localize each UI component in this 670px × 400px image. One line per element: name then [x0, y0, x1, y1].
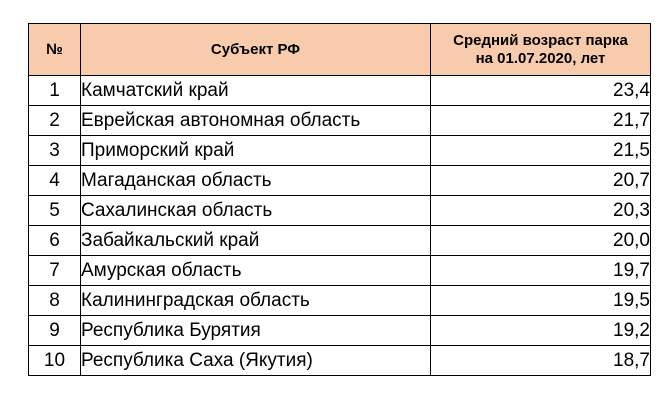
row-age: 23,4 [431, 76, 651, 106]
row-num: 7 [29, 256, 81, 286]
table-body [29, 76, 651, 376]
row-num: 5 [29, 196, 81, 226]
row-region: Амурская область [81, 256, 431, 286]
row-age: 19,7 [431, 256, 651, 286]
table-row [29, 106, 651, 136]
header-row [29, 24, 651, 76]
row-region: Республика Саха (Якутия) [81, 346, 431, 376]
row-region: Приморский край [81, 136, 431, 166]
row-num: 4 [29, 166, 81, 196]
table-row [29, 196, 651, 226]
row-age: 21,7 [431, 106, 651, 136]
region-fleet-age-table [28, 23, 651, 376]
row-num: 3 [29, 136, 81, 166]
table-row [29, 316, 651, 346]
header-region: Субъект РФ [81, 24, 431, 76]
row-region: Калининградская область [81, 286, 431, 316]
row-num: 9 [29, 316, 81, 346]
row-age: 19,5 [431, 286, 651, 316]
table-row [29, 136, 651, 166]
row-region: Забайкальский край [81, 226, 431, 256]
row-region: Сахалинская область [81, 196, 431, 226]
row-num: 2 [29, 106, 81, 136]
table-row [29, 226, 651, 256]
table-row [29, 76, 651, 106]
header-age-line1: Средний возраст парка [453, 31, 628, 49]
row-region: Магаданская область [81, 166, 431, 196]
row-num: 6 [29, 226, 81, 256]
row-age: 20,0 [431, 226, 651, 256]
header-age-line2: на 01.07.2020, лет [475, 49, 606, 67]
row-region: Республика Бурятия [81, 316, 431, 346]
row-num: 10 [29, 346, 81, 376]
row-num: 8 [29, 286, 81, 316]
row-age: 21,5 [431, 136, 651, 166]
row-age: 20,3 [431, 196, 651, 226]
table-row [29, 256, 651, 286]
table-header [29, 24, 651, 76]
row-region: Камчатский край [81, 76, 431, 106]
row-num: 1 [29, 76, 81, 106]
table-row [29, 346, 651, 376]
row-region: Еврейская автономная область [81, 106, 431, 136]
row-age: 19,2 [431, 316, 651, 346]
table-row [29, 286, 651, 316]
header-age [431, 24, 651, 76]
table-row [29, 166, 651, 196]
row-age: 18,7 [431, 346, 651, 376]
header-num: № [29, 24, 81, 76]
row-age: 20,7 [431, 166, 651, 196]
